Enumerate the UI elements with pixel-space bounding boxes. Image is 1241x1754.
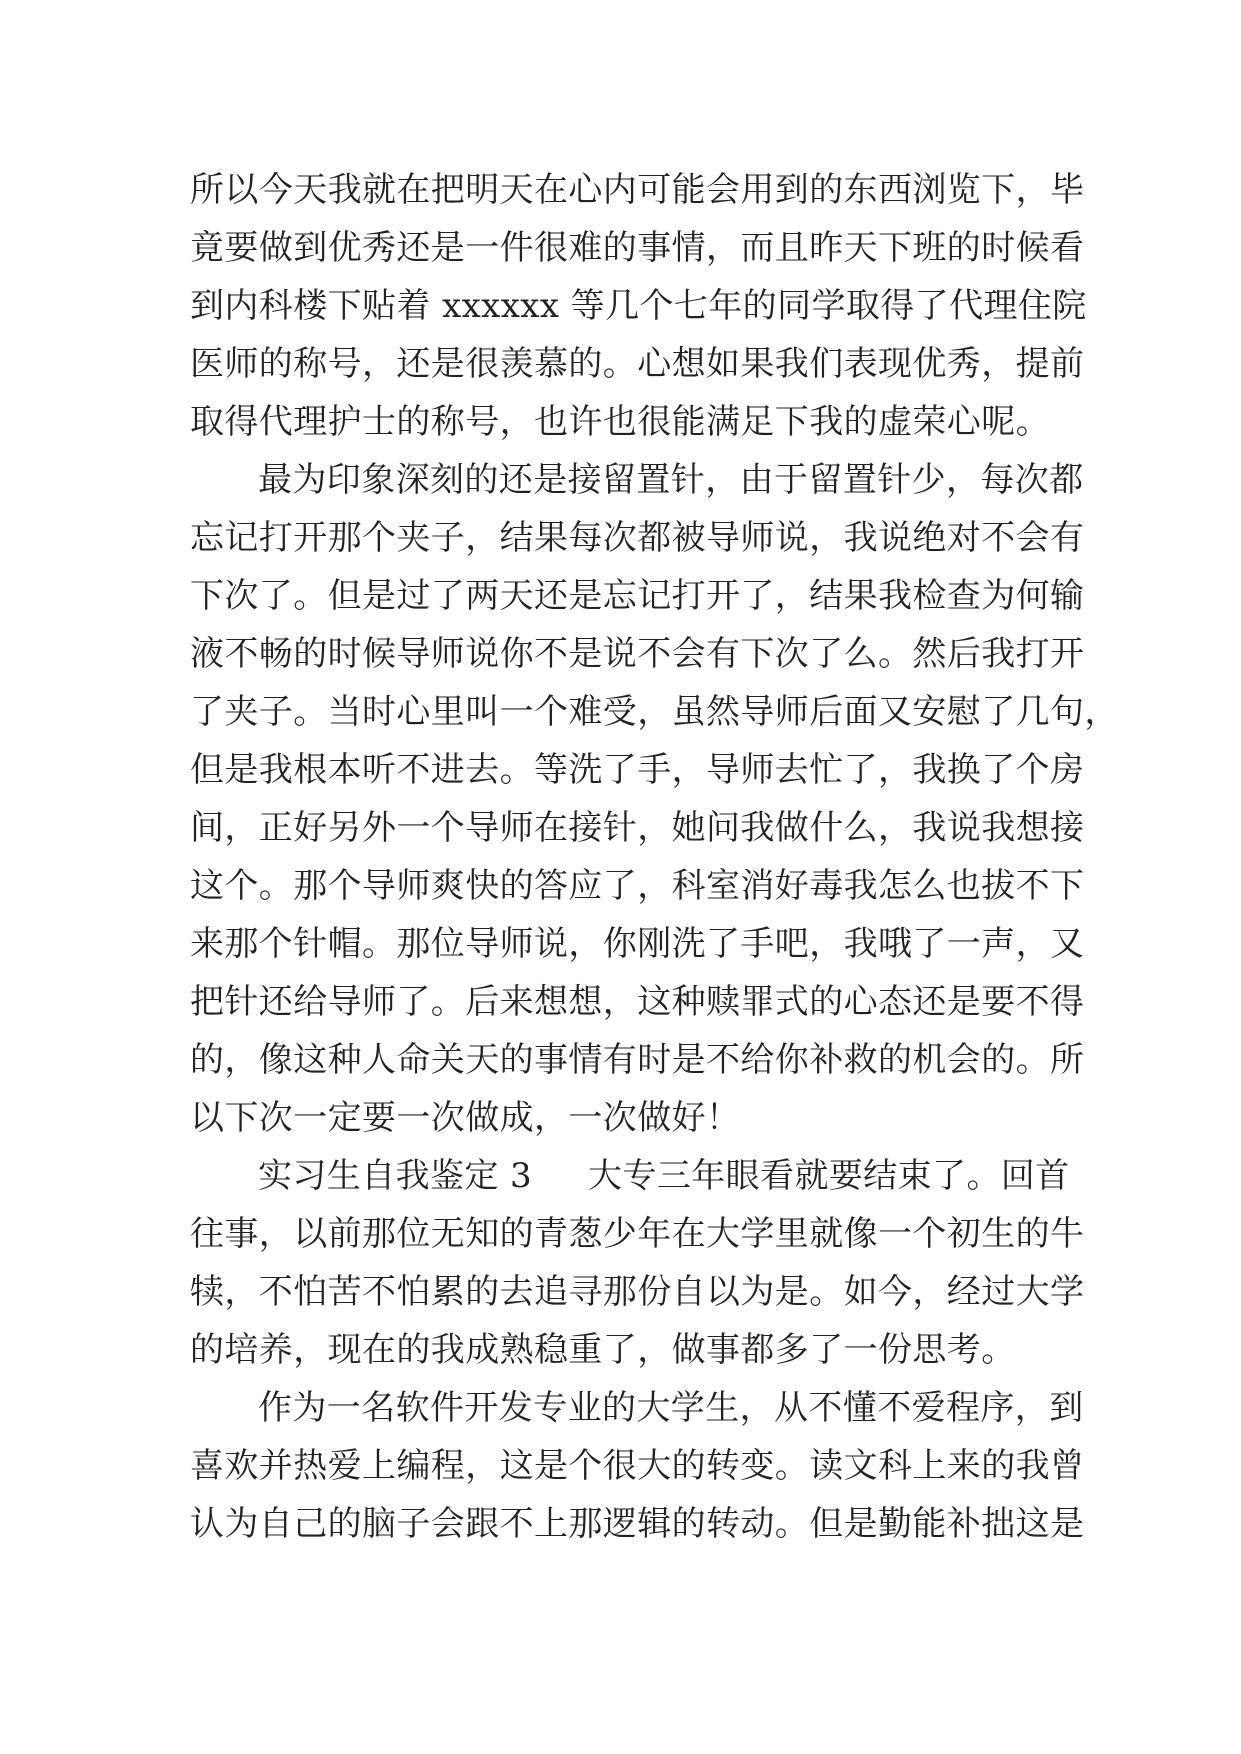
section-title: 实习生自我鉴定 3	[258, 1156, 533, 1196]
text-line: 犊，不怕苦不怕累的去追寻那份自以为是。如今，经过大学	[190, 1272, 1085, 1312]
section-text: 大专三年眼看就要结束了。回首	[588, 1156, 1070, 1196]
text-line: 的，像这种人命关天的事情有时是不给你补救的机会的。所	[190, 1040, 1085, 1080]
text-line: 取得代理护士的称号，也许也很能满足下我的虚荣心呢。	[190, 402, 1050, 442]
text-line: 这个。那个导师爽快的答应了，科室消好毒我怎么也拔不下	[190, 866, 1085, 906]
section-heading-line	[258, 1146, 1070, 1206]
text-line: 的培养，现在的我成熟稳重了，做事都多了一份思考。	[190, 1330, 1016, 1370]
text-line: 下次了。但是过了两天还是忘记打开了，结果我检查为何输	[190, 576, 1085, 616]
text-line: 把针还给导师了。后来想想，这种赎罪式的心态还是要不得	[190, 982, 1085, 1022]
text-line: 液不畅的时候导师说你不是说不会有下次了么。然后我打开	[190, 634, 1085, 674]
text-line: 来那个针帽。那位导师说，你刚洗了手吧，我哦了一声，又	[190, 924, 1085, 964]
text-line: 喜欢并热爱上编程，这是个很大的转变。读文科上来的我曾	[190, 1446, 1085, 1486]
text-line: 了夹子。当时心里叫一个难受，虽然导师后面又安慰了几句，	[190, 692, 1119, 732]
text-line: 到内科楼下贴着 xxxxxx 等几个七年的同学取得了代理住院	[190, 286, 1087, 326]
text-line: 间，正好另外一个导师在接针，她问我做什么，我说我想接	[190, 808, 1085, 848]
text-line: 以下次一定要一次做成，一次做好！	[190, 1098, 741, 1138]
text-line: 往事，以前那位无知的青葱少年在大学里就像一个初生的牛	[190, 1214, 1085, 1254]
paragraph-first-line: 作为一名软件开发专业的大学生，从不懂不爱程序，到	[258, 1388, 1084, 1428]
text-line: 但是我根本听不进去。等洗了手，导师去忙了，我换了个房	[190, 750, 1085, 790]
text-line: 竟要做到优秀还是一件很难的事情，而且昨天下班的时候看	[190, 228, 1085, 268]
text-line: 忘记打开那个夹子，结果每次都被导师说，我说绝对不会有	[190, 518, 1085, 558]
text-line: 认为自己的脑子会跟不上那逻辑的转动。但是勤能补拙这是	[190, 1504, 1085, 1544]
text-line: 所以今天我就在把明天在心内可能会用到的东西浏览下，毕	[190, 170, 1085, 210]
text-line: 医师的称号，还是很羡慕的。心想如果我们表现优秀，提前	[190, 344, 1085, 384]
paragraph-first-line: 最为印象深刻的还是接留置针，由于留置针少，每次都	[258, 460, 1084, 500]
